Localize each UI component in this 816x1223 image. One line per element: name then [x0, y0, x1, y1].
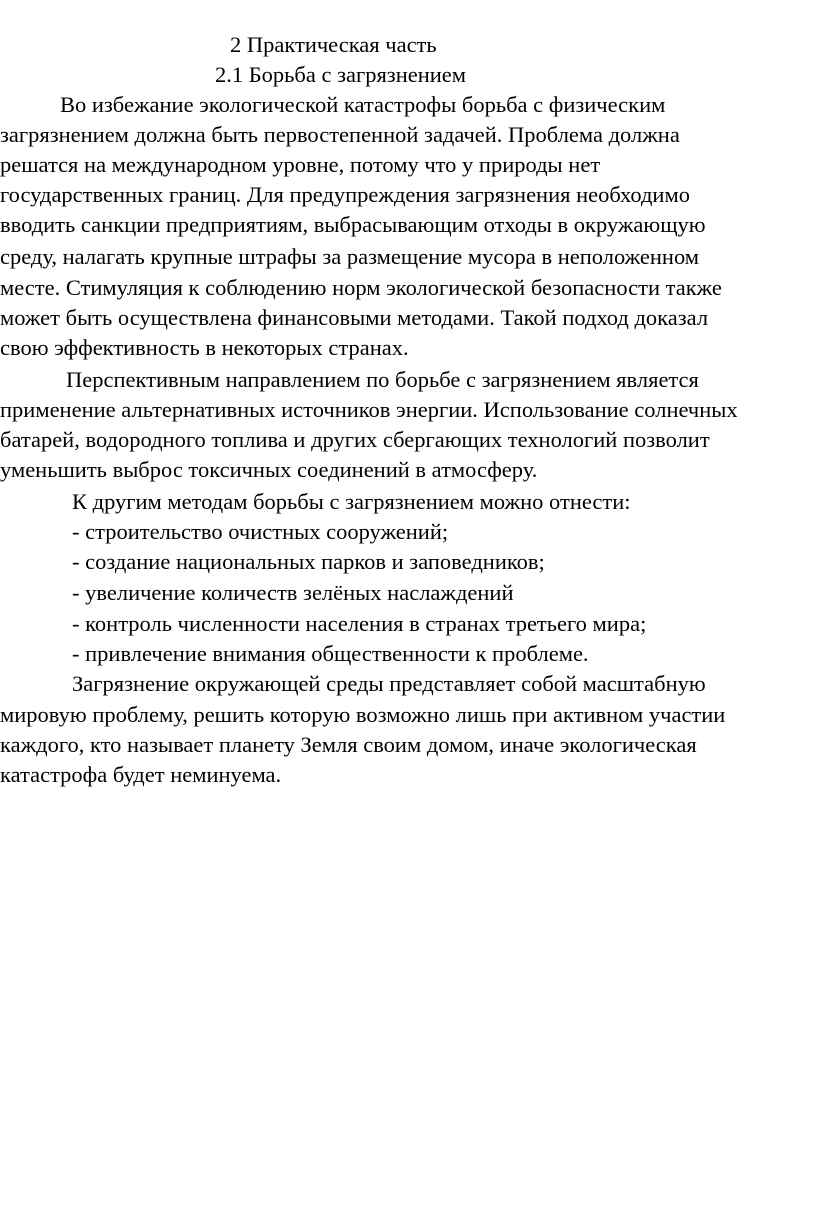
- list-item: - увеличение количеств зелёных наслаждений: [72, 580, 514, 605]
- paragraph-line: может быть осуществлена финансовыми методами. Такой подход доказал: [0, 305, 709, 330]
- paragraph-line: месте. Стимуляция к соблюдению норм экологической безопасности также: [0, 275, 722, 300]
- paragraph-line: применение альтернативных источников энергии. Использование солнечных: [0, 397, 738, 422]
- paragraph-line: государственных границ. Для предупреждения загрязнения необходимо: [0, 182, 690, 207]
- paragraph-line: вводить санкции предприятиям, выбрасывающим отходы в окружающую: [0, 212, 706, 237]
- list-item: - контроль численности населения в странах третьего мира;: [72, 611, 647, 636]
- list-intro: К другим методам борьбы с загрязнением можно отнести:: [72, 489, 631, 514]
- section-title: 2 Практическая часть: [230, 32, 437, 57]
- list-item: - строительство очистных сооружений;: [72, 519, 449, 544]
- paragraph-line: решатся на международном уровне, потому что у природы нет: [0, 152, 601, 177]
- paragraph-line: мировую проблему, решить которую возможно лишь при активном участии: [0, 702, 726, 727]
- paragraph-line: среду, налагать крупные штрафы за размещение мусора в неположенном: [0, 244, 700, 269]
- paragraph-line: катастрофа будет неминуема.: [0, 762, 282, 787]
- paragraph-line: загрязнением должна быть первостепенной задачей. Проблема должна: [0, 122, 680, 147]
- paragraph-line: Загрязнение окружающей среды представляет собой масштабную: [72, 671, 706, 696]
- list-item: - привлечение внимания общественности к проблеме.: [72, 641, 589, 666]
- subsection-title: 2.1 Борьба с загрязнением: [215, 62, 467, 87]
- paragraph-line: уменьшить выброс токсичных соединений в атмосферу.: [0, 457, 538, 482]
- paragraph-line: батарей, водородного топлива и других сбергающих технологий позволит: [0, 427, 710, 452]
- paragraph-line: каждого, кто называет планету Земля своим домом, иначе экологическая: [0, 732, 697, 757]
- paragraph-line: свою эффективность в некоторых странах.: [0, 335, 409, 360]
- paragraph-line: Во избежание экологической катастрофы борьба с физическим: [60, 92, 666, 117]
- list-item: - создание национальных парков и заповедников;: [72, 549, 545, 574]
- paragraph-line: Перспективным направлением по борьбе с загрязнением является: [66, 367, 699, 392]
